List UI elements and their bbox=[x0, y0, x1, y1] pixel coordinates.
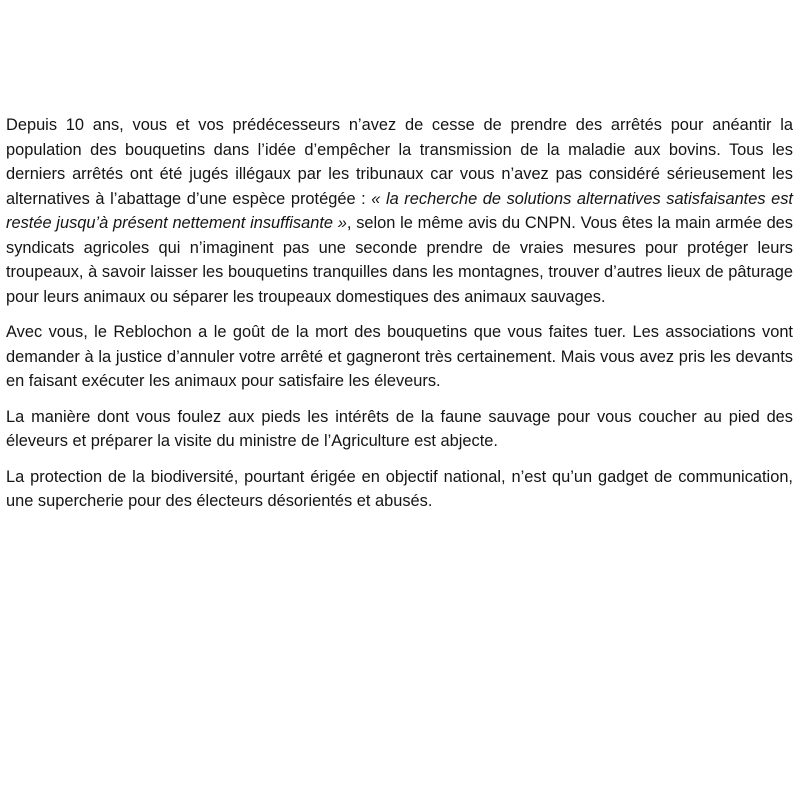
paragraph-2 bbox=[6, 320, 793, 394]
paragraph-3-text: La manière dont vous foulez aux pieds les intérêts de la faune sauvage pour vous coucher au pied des éleveurs et préparer la visite du ministre de l’Agriculture est abjecte. bbox=[6, 407, 793, 450]
paragraph-1 bbox=[6, 113, 793, 309]
paragraph-4 bbox=[6, 465, 793, 514]
paragraph-2-text: Avec vous, le Reblochon a le goût de la mort des bouquetins que vous faites tuer. Les associations vont demander à la justice d’annuler votre arrêté et gagneront très certainement. Mais vous avez pris les devants en faisant exécuter les animaux pour satisfaire les éleveurs. bbox=[6, 323, 793, 390]
paragraph-1-quote: « la recherche de solutions alternatives satisfaisantes est restée jusqu’à présent nettement insuffisante » bbox=[6, 189, 793, 232]
paragraph-1-text-2: , selon le même avis du CNPN. Vous êtes la main armée des syndicats agricoles qui n’imaginent pas une seconde prendre de vraies mesures pour protéger leurs troupeaux, à savoir laisser les bouquetins tranquilles dans les montagnes, trouver d’autres lieux de pâturage pour leurs animaux ou séparer les troupeaux domestiques des animaux sauvages. bbox=[6, 214, 793, 306]
paragraph-4-text: La protection de la biodiversité, pourtant érigée en objectif national, n’est qu’un gadget de communication, une supercherie pour des électeurs désorientés et abusés. bbox=[6, 467, 793, 510]
paragraph-1-text-1: Depuis 10 ans, vous et vos prédécesseurs n’avez de cesse de prendre des arrêtés pour anéantir la population des bouquetins dans l’idée d’empêcher la transmission de la maladie aux bovins. Tous les derniers arrêtés ont été jugés illégaux par les tribunaux car vous n’avez pas considéré sérieusement les alternatives à l’abattage d’une espèce protégée : bbox=[6, 116, 793, 208]
document-body bbox=[6, 113, 793, 525]
paragraph-3 bbox=[6, 405, 793, 454]
